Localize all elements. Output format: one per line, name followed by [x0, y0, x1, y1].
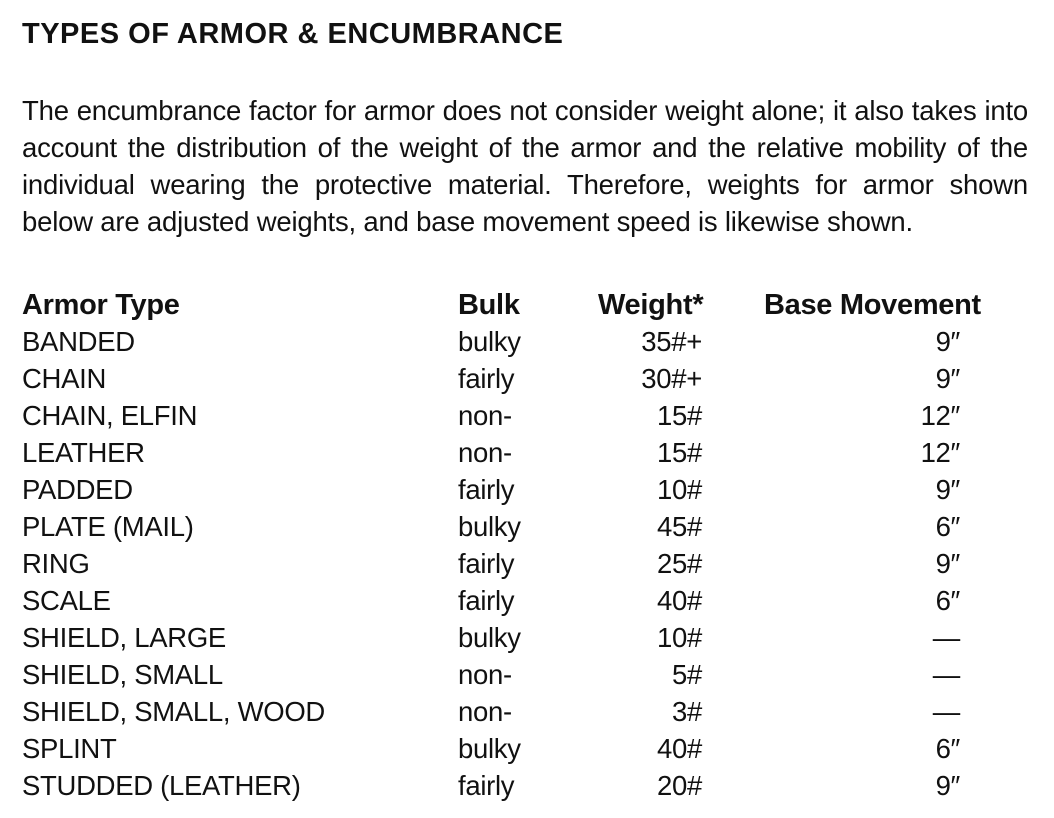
base-movement-cell: 12″ — [920, 437, 960, 468]
base-movement-cell: 9″ — [935, 363, 960, 394]
table-row — [22, 323, 1030, 360]
bulk-cell: bulky — [458, 622, 521, 653]
weight-cell: 30#+ — [641, 363, 702, 394]
bulk-cell: non- — [458, 400, 512, 431]
table-header-row — [22, 287, 1030, 323]
base-movement-cell: 9″ — [935, 548, 960, 579]
table-row — [22, 730, 1030, 767]
base-movement-cell: 6″ — [935, 733, 960, 764]
table-row — [22, 767, 1030, 804]
base-movement-cell: 6″ — [935, 585, 960, 616]
table-row — [22, 471, 1030, 508]
armor-type-cell: SHIELD, SMALL, WOOD — [22, 696, 325, 727]
base-movement-cell: 6″ — [935, 511, 960, 542]
armor-type-cell: BANDED — [22, 326, 135, 357]
bulk-cell: fairly — [458, 770, 515, 801]
base-movement-cell: 9″ — [935, 770, 960, 801]
base-movement-cell: 9″ — [935, 474, 960, 505]
header-weight: Weight* — [598, 289, 704, 321]
table-row — [22, 656, 1030, 693]
header-bulk: Bulk — [458, 289, 520, 321]
armor-type-cell: PADDED — [22, 474, 133, 505]
table-row — [22, 360, 1030, 397]
bulk-cell: non- — [458, 659, 512, 690]
bulk-cell: fairly — [458, 363, 515, 394]
base-movement-cell: — — [932, 659, 960, 690]
weight-cell: 25# — [657, 548, 702, 579]
table-row — [22, 693, 1030, 730]
armor-type-cell: SPLINT — [22, 733, 117, 764]
intro-paragraph: The encumbrance factor for armor does not consider weight alone; it also takes into account the distribution of the weight of the armor and the relative mobility of the individual wearing the protective material. Therefore, weights for armor shown below are adjusted weights, and base movement speed is likewise shown. — [22, 95, 1028, 237]
bulk-cell: fairly — [458, 548, 515, 579]
armor-type-cell: STUDDED (LEATHER) — [22, 770, 301, 801]
bulk-cell: bulky — [458, 511, 521, 542]
weight-cell: 20# — [657, 770, 702, 801]
armor-type-cell: CHAIN — [22, 363, 107, 394]
armor-table — [22, 287, 1030, 804]
weight-cell: 10# — [657, 622, 702, 653]
base-movement-cell: 9″ — [935, 326, 960, 357]
bulk-cell: bulky — [458, 326, 521, 357]
table-row — [22, 397, 1030, 434]
weight-cell: 10# — [657, 474, 702, 505]
armor-type-cell: PLATE (MAIL) — [22, 511, 194, 542]
table-row — [22, 582, 1030, 619]
weight-cell: 40# — [657, 733, 702, 764]
bulk-cell: bulky — [458, 733, 521, 764]
base-movement-cell: 12″ — [920, 400, 960, 431]
base-movement-cell: — — [932, 696, 960, 727]
weight-cell: 5# — [672, 659, 702, 690]
bulk-cell: non- — [458, 437, 512, 468]
table-row — [22, 619, 1030, 656]
header-base-movement: Base Movement — [764, 289, 981, 321]
base-movement-cell: — — [932, 622, 960, 653]
bulk-cell: fairly — [458, 474, 515, 505]
weight-cell: 35#+ — [641, 326, 702, 357]
header-armor-type: Armor Type — [22, 289, 180, 321]
armor-type-cell: LEATHER — [22, 437, 145, 468]
bulk-cell: non- — [458, 696, 512, 727]
table-row — [22, 434, 1030, 471]
weight-cell: 15# — [657, 400, 702, 431]
armor-type-cell: SHIELD, LARGE — [22, 622, 226, 653]
table-row — [22, 508, 1030, 545]
armor-type-cell: RING — [22, 548, 90, 579]
weight-cell: 40# — [657, 585, 702, 616]
bulk-cell: fairly — [458, 585, 515, 616]
weight-cell: 45# — [657, 511, 702, 542]
table-row — [22, 545, 1030, 582]
section-heading: TYPES OF ARMOR & ENCUMBRANCE — [22, 18, 564, 50]
weight-cell: 15# — [657, 437, 702, 468]
weight-cell: 3# — [672, 696, 702, 727]
armor-type-cell: SHIELD, SMALL — [22, 659, 223, 690]
armor-type-cell: SCALE — [22, 585, 111, 616]
armor-type-cell: CHAIN, ELFIN — [22, 400, 198, 431]
